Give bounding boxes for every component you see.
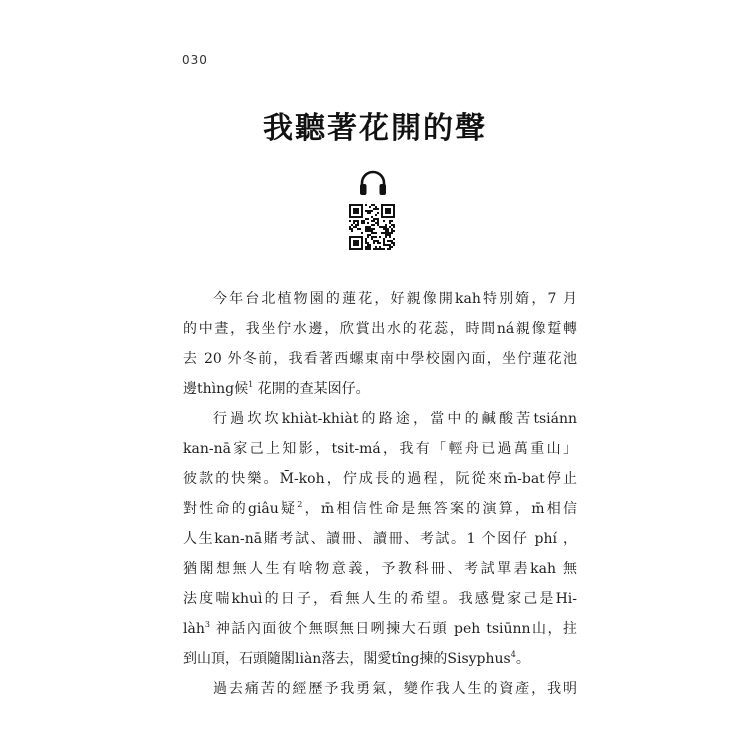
text-line: 法度喘khuì的日子，看無人生的希望。我感覺家己是Hi- (183, 591, 577, 607)
text-line: 對性命的giâu疑$^2$，m̄相信性命是無答案的演算，m̄相信 (183, 500, 577, 517)
text-line: 人生kan-nā賭考試、讀冊、讀冊、考試。1 个囡仔 phí ， (183, 531, 577, 547)
chapter-title: 我聽著花開的聲 (263, 111, 487, 146)
footnote-ref[interactable]: 4 (510, 650, 516, 659)
text-line: 過去痛苦的經歷予我勇氣，變作我人生的資產，我明 (213, 681, 577, 697)
footnote-ref[interactable]: 3 (204, 620, 210, 629)
footnote-ref[interactable]: 1 (248, 380, 254, 389)
qr-code[interactable] (349, 204, 395, 250)
footnote-ref[interactable]: 2 (297, 500, 303, 509)
page-number: 030 (182, 53, 208, 67)
body-text (183, 284, 577, 704)
text-line: 行過坎坎khiàt-khiàt的路途，當中的鹹酸苦tsiánn (213, 411, 577, 427)
text-line: kan-nā家己上知影，tsit-má，我有「輕舟已過萬重山」 (183, 441, 577, 457)
text-line: 到山頂，石頭隨閣liàn落去，閣愛tîng揀的Sisyphus$^4$。 (183, 650, 530, 667)
text-line: 猶閣想無人生有啥物意義，予教科冊、考試單砉kah 無 (183, 561, 577, 577)
text-line: 邊thìng候$^1$ 花開的查某囡仔。 (183, 380, 370, 397)
text-line: làh$^3$ 神話內面彼个無暝無日咧揀大石頭 peh tsiūnn山，拄 (183, 620, 577, 637)
headphones-icon[interactable] (358, 169, 388, 196)
text-line: 今年台北植物園的蓮花，好親像開kah特別媠，7 月 (213, 291, 577, 307)
text-line: 的中晝，我坐佇水邊，欣賞出水的花蕊，時間ná親像踅轉 (183, 321, 577, 337)
text-line: 彼款的快樂。M̄-koh，佇成長的過程，阮從來m̄-bat停止 (183, 471, 577, 487)
text-line: 去 20 外冬前，我看著西螺東南中學校園內面，坐佇蓮花池 (183, 351, 577, 367)
